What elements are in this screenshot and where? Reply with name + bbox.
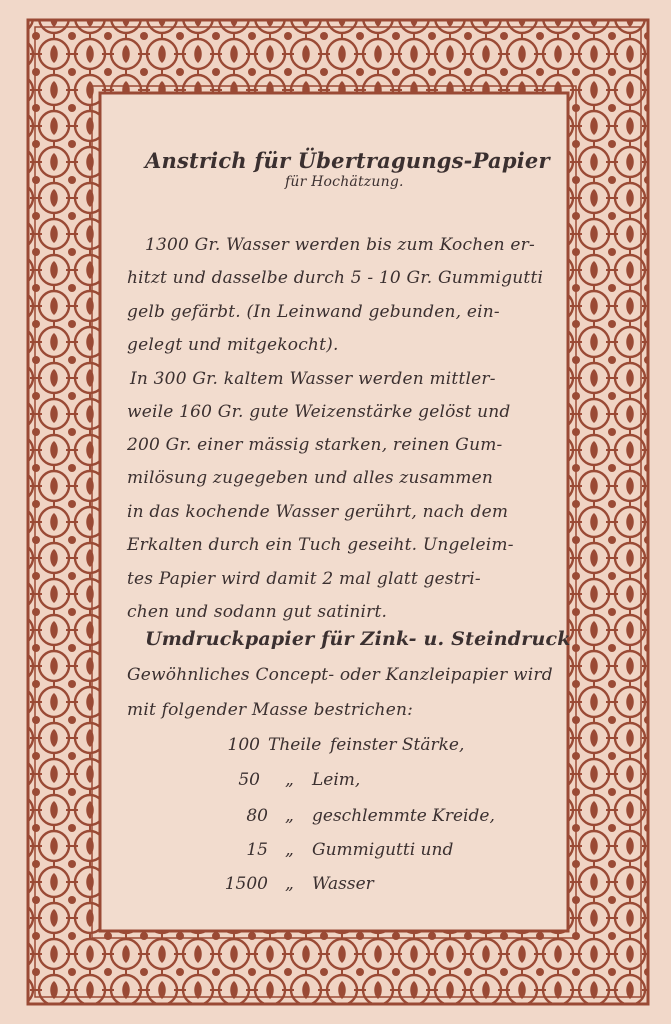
paragraph2-line: tes Papier wird damit 2 mal glatt gestri- [127,569,481,589]
recipe-item: Leim, [312,770,361,790]
paragraph3-line: mit folgender Masse bestrichen: [127,700,414,720]
paragraph2-line: In 300 Gr. kaltem Wasser werden mittler- [130,369,496,389]
recipe-item: Wasser [312,874,374,894]
paragraph2-line: milösung zugegeben und alles zusammen [127,468,494,488]
paragraph2-line: chen und sodann gut satinirt. [127,602,388,622]
paragraph1-line: gelegt und mitgekocht). [127,335,339,355]
recipe-item: Gummigutti und [312,840,454,860]
recipe-unit: Theile [268,735,322,755]
recipe-qty: 100 [227,735,260,755]
recipe-qty: 15 [246,840,268,860]
title: Anstrich für Übertragungs-Papier [145,148,550,173]
paragraph2-line: weile 160 Gr. gute Weizenstärke gelöst und [127,402,511,422]
paragraph2-line: in das kochende Wasser gerührt, nach dem [127,502,509,522]
recipe-qty: 50 [238,770,260,790]
paragraph2-line: Erkalten durch ein Tuch geseiht. Ungeleim- [127,535,514,555]
subtitle: für Hochätzung. [285,174,404,190]
recipe-item: geschlemmte Kreide, [312,806,495,826]
paragraph1-line: gelb gefärbt. (In Leinwand gebunden, ein- [127,302,500,322]
recipe-qty: 1500 [224,874,268,894]
recipe-unit: „ [285,840,294,860]
paragraph3-line: Gewöhnliches Concept- oder Kanzleipapier wird [127,665,553,685]
recipe-item: feinster Stärke, [330,735,465,755]
recipe-unit: „ [285,806,294,826]
paragraph2-line: 200 Gr. einer mässig starken, reinen Gum- [127,435,503,455]
recipe-unit: „ [285,874,294,894]
paragraph1-line: 1300 Gr. Wasser werden bis zum Kochen er- [145,235,535,255]
heading-umdruckpapier: Umdruckpapier für Zink- u. Steindruck [145,628,571,650]
paragraph1-line: hitzt und dasselbe durch 5 - 10 Gr. Gummigutti [127,268,544,288]
recipe-qty: 80 [246,806,268,826]
recipe-unit: „ [285,770,294,790]
